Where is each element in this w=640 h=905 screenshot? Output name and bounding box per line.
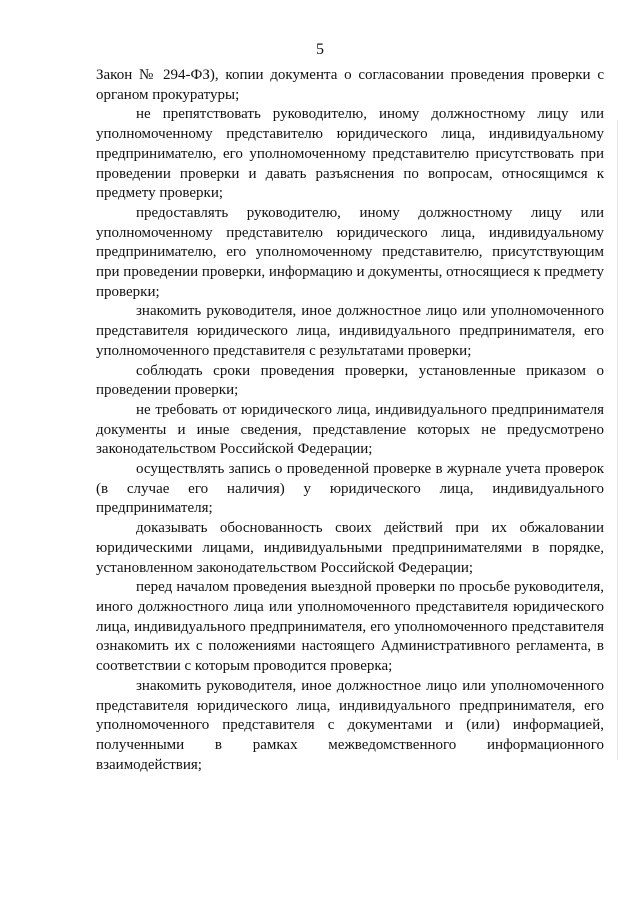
- page-number: 5: [316, 41, 324, 58]
- paragraph-introduce-regulation: перед началом проведения выездной проверки по просьбе руководителя, иного должностного лица или уполномоченного представителя юридического лица, индивидуального предпринимателя, его уполномоченного представителя ознакомить их с положениями настоящего Административного регламента, в соответствии с которым проводится проверка;: [96, 579, 604, 675]
- paragraph-justify-actions: доказывать обоснованность своих действий при их обжаловании юридическими лицами, индивидуальными предпринимателями в порядке, установленном законодательством Российской Федерации;: [96, 520, 604, 576]
- paragraph-no-obstruction: не препятствовать руководителю, иному должностному лицу или уполномоченному представителю юридического лица, индивидуальному предпринимателю, его уполномоченному представителю присутствовать при проведении проверки и давать разъяснения по вопросам, относящимся к предмету проверки;: [96, 106, 604, 202]
- scan-edge-line: [617, 120, 618, 760]
- paragraph-provide-information: предоставлять руководителю, иному должностному лицу или уполномоченному представителю юридического лица, индивидуальному предпринимателю, его уполномоченному представителю, присутствующим при проведении проверки, информацию и документы, относящиеся к предмету проверки;: [96, 204, 605, 300]
- paragraph-journal-record: осуществлять запись о проведенной проверке в журнале учета проверок (в случае его наличия) у юридического лица, индивидуального предпринимателя;: [96, 461, 604, 517]
- document-body: [96, 66, 604, 775]
- paragraph-no-extra-documents: не требовать от юридического лица, индивидуального предпринимателя документы и иные сведения, представление которых не предусмотрено законодательством Российской Федерации;: [96, 401, 604, 458]
- paragraph-continuation: Закон № 294-ФЗ), копии документа о согласовании проведения проверки с органом прокуратуры;: [96, 67, 604, 103]
- paragraph-familiarize-interagency: знакомить руководителя, иное должностное лицо или уполномоченного представителя юридического лица, индивидуального предпринимателя, его уполномоченного представителя с документами и (или) информацией, полученными в рамках межведомственного информационного взаимодействия;: [96, 677, 604, 773]
- paragraph-familiarize-results: знакомить руководителя, иное должностное лицо или уполномоченного представителя юридического лица, индивидуального предпринимателя, его уполномоченного представителя с результатами проверки;: [96, 303, 604, 359]
- paragraph-observe-deadlines: соблюдать сроки проведения проверки, установленные приказом о проведении проверки;: [96, 362, 604, 399]
